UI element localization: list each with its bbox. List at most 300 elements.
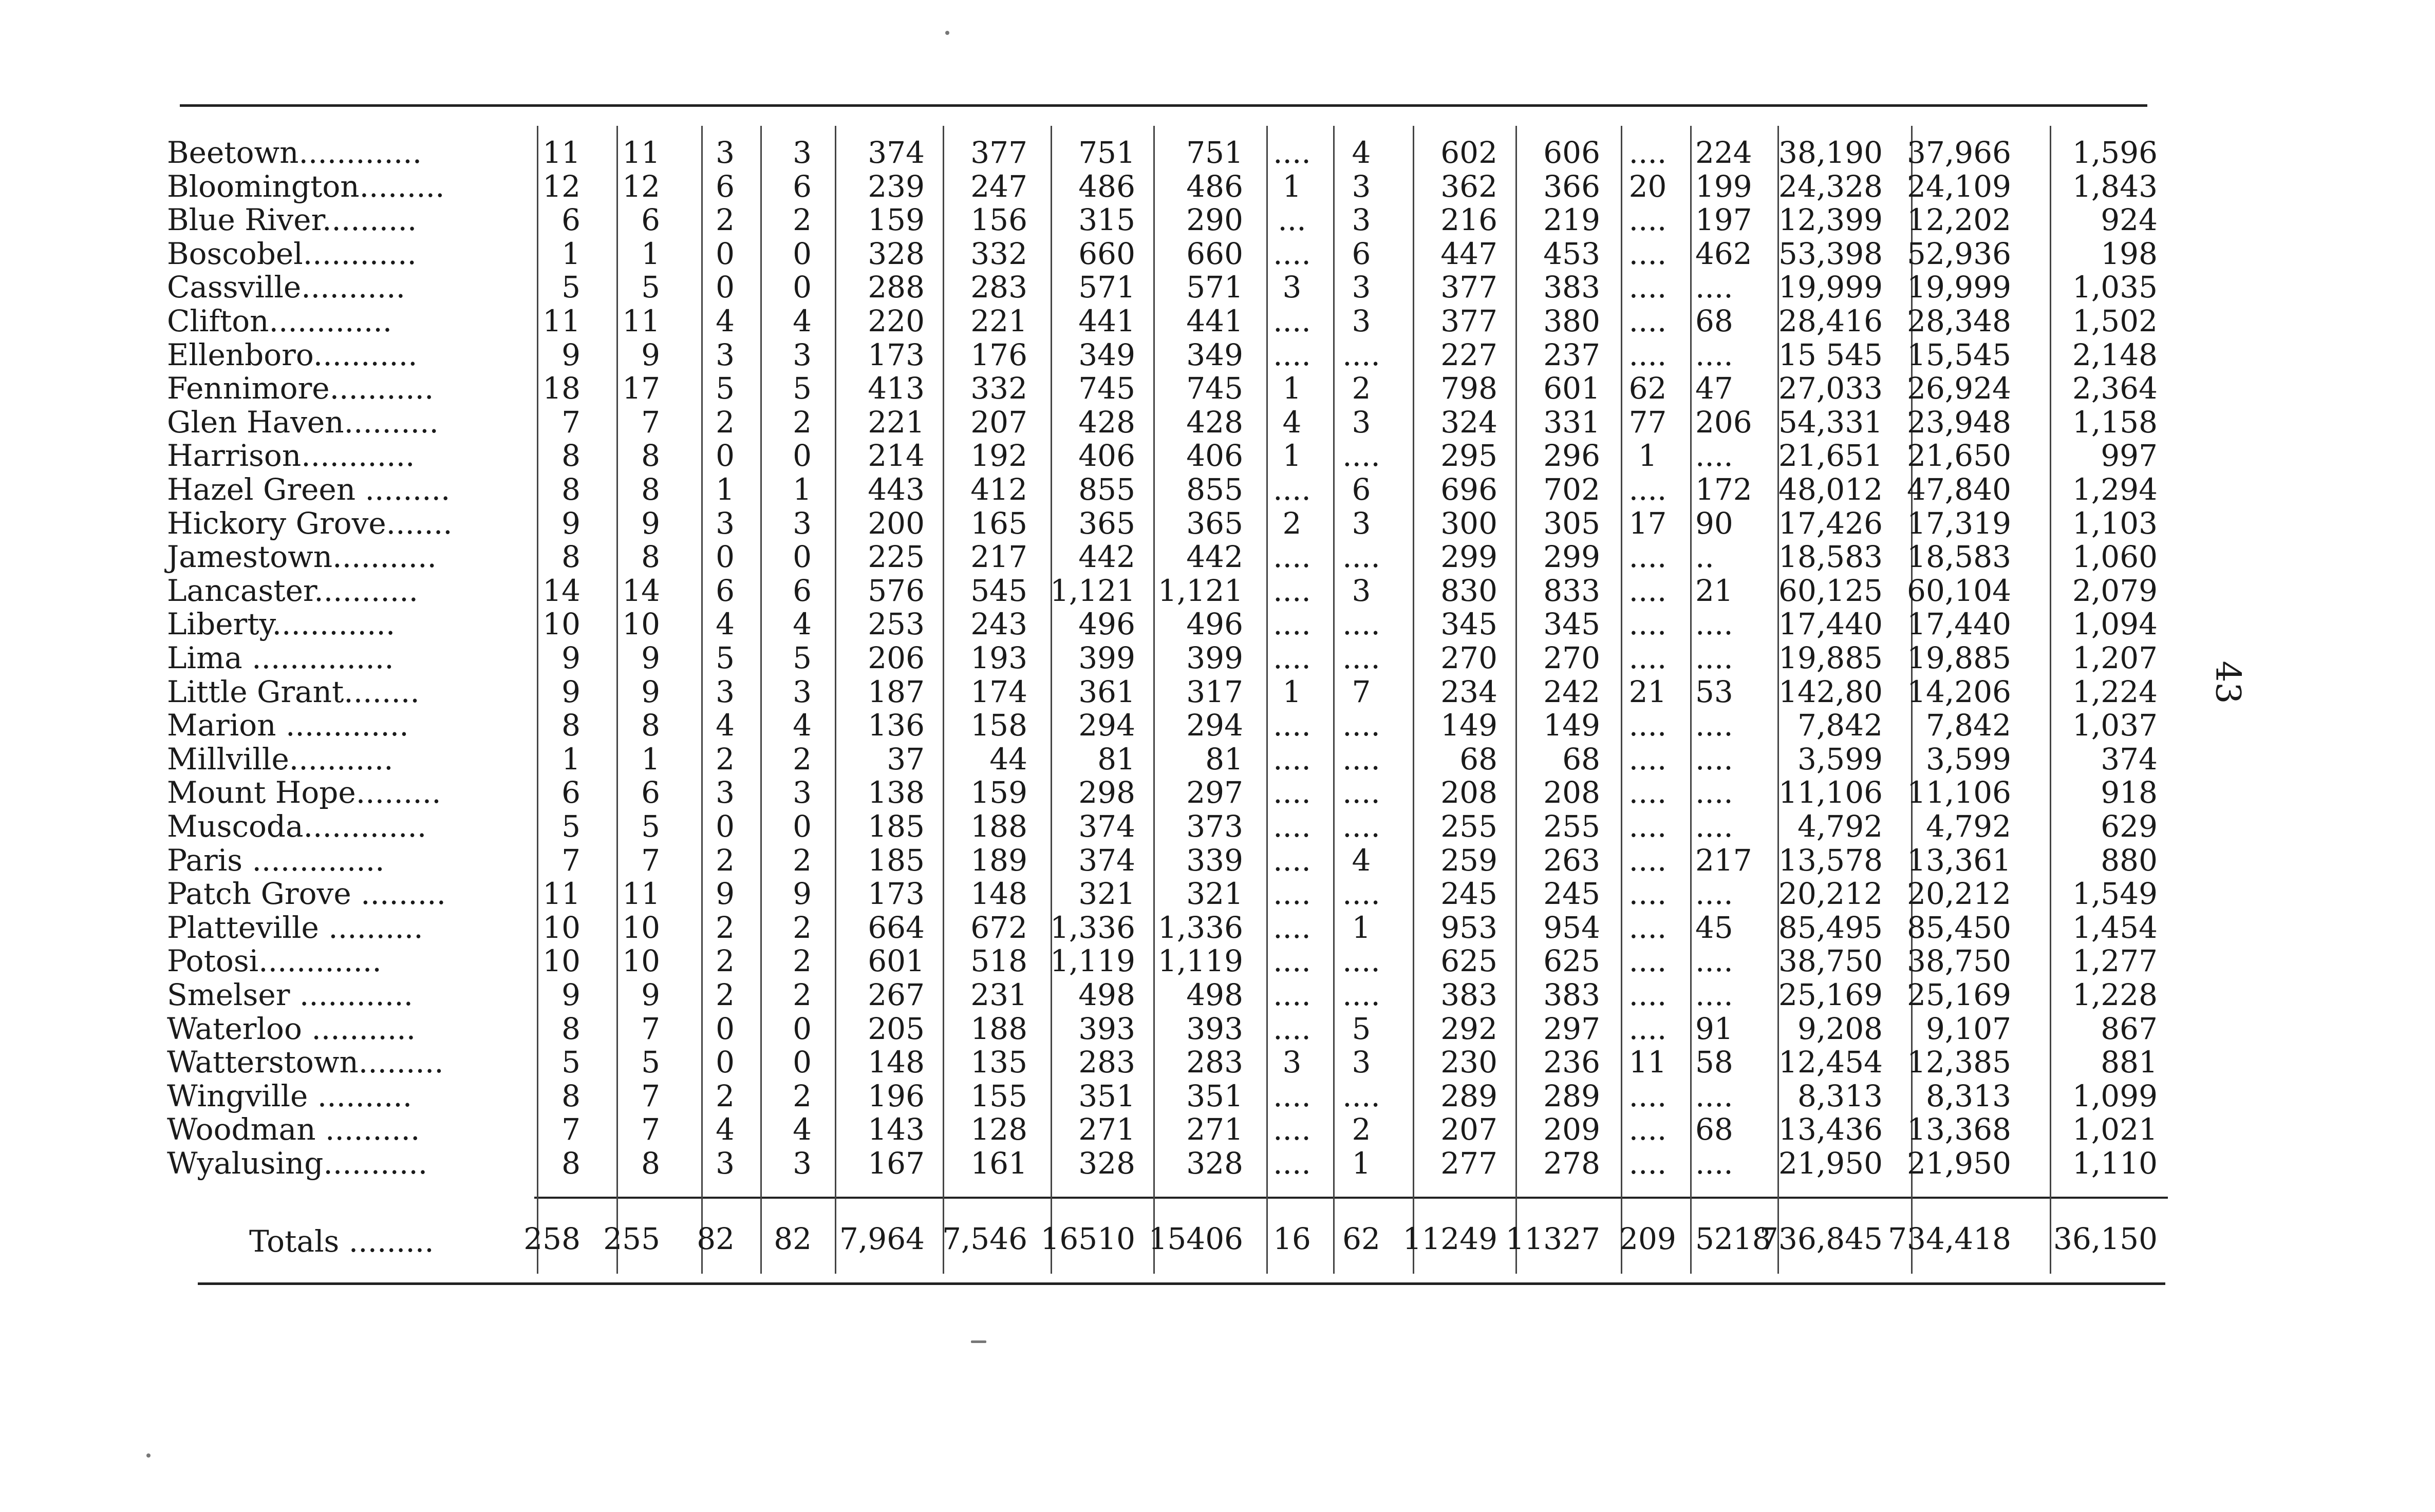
row-label: Millville........... <box>167 742 394 777</box>
table-cell: 8 <box>641 472 660 507</box>
table-cell: 81 <box>1205 742 1243 777</box>
table-cell: 221 <box>868 405 925 440</box>
table-cell: 199 <box>1695 169 1752 204</box>
table-cell: 62 <box>1628 371 1667 406</box>
table-cell: 48,012 <box>1778 472 1883 507</box>
table-cell: 19,999 <box>1907 270 2011 305</box>
table-cell: 237 <box>1543 337 1600 372</box>
table-cell: 135 <box>970 1045 1027 1080</box>
table-cell: 1,843 <box>2072 169 2158 204</box>
row-label: Platteville .......... <box>167 910 423 945</box>
table-cell: 20,212 <box>1907 876 2011 911</box>
table-cell: .... <box>1695 977 1733 1012</box>
table-cell: .... <box>1273 640 1311 675</box>
table-cell: 2 <box>716 405 735 440</box>
table-cell: ... <box>1278 202 1306 237</box>
table-cell: 8,313 <box>1925 1079 2011 1113</box>
table-cell: 5 <box>1352 1011 1371 1046</box>
table-cell: 259 <box>1440 843 1497 878</box>
table-cell: 0 <box>793 1045 812 1080</box>
table-cell: 278 <box>1543 1146 1600 1181</box>
table-cell: 1 <box>1352 1146 1371 1181</box>
table-cell: .... <box>1695 1079 1733 1113</box>
table-cell: 9,208 <box>1797 1011 1883 1046</box>
table-cell: 373 <box>1186 809 1243 844</box>
table-cell: 149 <box>1440 708 1497 743</box>
table-cell: 601 <box>1543 371 1600 406</box>
table-cell: .... <box>1273 1011 1311 1046</box>
table-cell: 8 <box>561 1079 580 1113</box>
table-cell: 745 <box>1078 371 1135 406</box>
table-cell: 606 <box>1543 135 1600 170</box>
table-cell: 9 <box>641 506 660 541</box>
table-cell: 7,964 <box>839 1221 925 1256</box>
table-cell: 3 <box>793 1146 812 1181</box>
table-cell: 225 <box>868 539 925 574</box>
table-cell: .... <box>1273 337 1311 372</box>
table-cell: 28,416 <box>1778 304 1883 338</box>
table-cell: 447 <box>1440 236 1497 271</box>
table-cell: 3 <box>716 506 735 541</box>
table-cell: 6 <box>1352 472 1371 507</box>
table-cell: 21,651 <box>1778 438 1883 473</box>
table-cell: 0 <box>793 270 812 305</box>
table-cell: 54,331 <box>1778 405 1883 440</box>
table-cell: 8 <box>561 472 580 507</box>
table-cell: 255 <box>1440 809 1497 844</box>
paper-speck <box>146 1453 151 1458</box>
table-cell: .... <box>1342 640 1380 675</box>
table-cell: 324 <box>1440 405 1497 440</box>
table-cell: 315 <box>1078 202 1135 237</box>
table-cell: 23,948 <box>1907 405 2011 440</box>
table-cell: 954 <box>1543 910 1600 945</box>
table-cell: .... <box>1342 1079 1380 1113</box>
table-cell: .... <box>1273 943 1311 978</box>
row-label: Boscobel............ <box>167 236 417 271</box>
table-cell: .... <box>1273 742 1311 777</box>
table-cell: 3,599 <box>1797 742 1883 777</box>
table-cell: 27,033 <box>1778 371 1883 406</box>
table-cell: 9,107 <box>1925 1011 2011 1046</box>
table-cell: 1 <box>1282 371 1302 406</box>
table-cell: 8,313 <box>1797 1079 1883 1113</box>
table-cell: 243 <box>970 607 1027 641</box>
table-cell: .... <box>1695 775 1733 810</box>
row-label: Glen Haven.......... <box>167 405 439 440</box>
table-cell: 17,319 <box>1907 506 2011 541</box>
table-cell: 60,125 <box>1778 573 1883 608</box>
table-cell: 9 <box>641 674 660 709</box>
table-cell: .... <box>1342 607 1380 641</box>
table-cell: 227 <box>1440 337 1497 372</box>
table-cell: .... <box>1695 640 1733 675</box>
table-cell: .... <box>1628 270 1667 305</box>
table-cell: 221 <box>970 304 1027 338</box>
table-cell: 21,950 <box>1778 1146 1883 1181</box>
table-cell: 290 <box>1186 202 1243 237</box>
table-cell: 406 <box>1078 438 1135 473</box>
table-cell: .... <box>1628 1112 1667 1147</box>
table-cell: 299 <box>1440 539 1497 574</box>
table-cell: 15406 <box>1148 1221 1243 1256</box>
table-cell: 0 <box>793 1011 812 1046</box>
table-cell: 28,348 <box>1907 304 2011 338</box>
table-cell: 6 <box>793 573 812 608</box>
table-cell: 374 <box>1078 809 1135 844</box>
table-cell: 209 <box>1619 1221 1676 1256</box>
table-cell: 751 <box>1186 135 1243 170</box>
table-cell: .... <box>1695 876 1733 911</box>
table-cell: 413 <box>868 371 925 406</box>
table-cell: 3 <box>793 135 812 170</box>
table-cell: 156 <box>970 202 1027 237</box>
table-cell: 5 <box>716 640 735 675</box>
table-cell: 21 <box>1628 674 1667 709</box>
table-cell: .... <box>1342 977 1380 1012</box>
table-cell: 0 <box>716 270 735 305</box>
table-cell: 1,277 <box>2072 943 2158 978</box>
table-cell: 1,158 <box>2072 405 2158 440</box>
table-cell: 328 <box>1078 1146 1135 1181</box>
table-cell: .... <box>1273 775 1311 810</box>
row-label: Mount Hope......... <box>167 775 441 810</box>
table-cell: .... <box>1273 708 1311 743</box>
table-cell: 571 <box>1078 270 1135 305</box>
row-label: Bloomington......... <box>167 169 445 204</box>
table-cell: .... <box>1695 809 1733 844</box>
table-cell: 1 <box>716 472 735 507</box>
table-cell: 149 <box>1543 708 1600 743</box>
table-cell: 6 <box>641 775 660 810</box>
table-cell: 10 <box>622 910 660 945</box>
table-cell: .... <box>1628 135 1667 170</box>
table-cell: 14 <box>622 573 660 608</box>
table-cell: 2 <box>793 977 812 1012</box>
table-cell: 8 <box>641 1146 660 1181</box>
paper-speck <box>945 31 949 35</box>
table-cell: 6 <box>641 202 660 237</box>
table-cell: .... <box>1695 337 1733 372</box>
table-cell: 142,80 <box>1778 674 1883 709</box>
table-cell: 328 <box>868 236 925 271</box>
table-cell: 305 <box>1543 506 1600 541</box>
column-rule <box>1413 126 1414 1274</box>
table-cell: .... <box>1273 843 1311 878</box>
table-cell: 3 <box>793 674 812 709</box>
table-cell: 2 <box>716 977 735 1012</box>
table-cell: 14,206 <box>1907 674 2011 709</box>
table-cell: 1,549 <box>2072 876 2158 911</box>
table-cell: 267 <box>868 977 925 1012</box>
table-cell: 2 <box>793 1079 812 1113</box>
table-cell: .... <box>1628 876 1667 911</box>
table-cell: 68 <box>1695 1112 1733 1147</box>
table-cell: 366 <box>1543 169 1600 204</box>
table-cell: 486 <box>1078 169 1135 204</box>
column-rule <box>835 126 836 1274</box>
table-cell: 68 <box>1562 742 1600 777</box>
row-label: Waterloo ........... <box>167 1011 416 1046</box>
table-cell: 8 <box>561 438 580 473</box>
table-cell: 271 <box>1078 1112 1135 1147</box>
table-cell: 11,106 <box>1778 775 1883 810</box>
table-cell: 47 <box>1695 371 1733 406</box>
table-cell: 188 <box>970 809 1027 844</box>
table-cell: 3 <box>1352 506 1371 541</box>
table-cell: 625 <box>1543 943 1600 978</box>
table-cell: 453 <box>1543 236 1600 271</box>
table-cell: 601 <box>868 943 925 978</box>
table-cell: .... <box>1273 809 1311 844</box>
row-label: Wyalusing........... <box>167 1146 428 1181</box>
row-label: Little Grant........ <box>167 674 420 709</box>
row-label: Marion ............. <box>167 708 409 743</box>
table-cell: 3,599 <box>1925 742 2011 777</box>
table-cell: 2 <box>793 405 812 440</box>
table-cell: 3 <box>716 337 735 372</box>
table-cell: 19,999 <box>1778 270 1883 305</box>
table-cell: 11 <box>542 135 580 170</box>
table-cell: 17 <box>1628 506 1667 541</box>
column-rule <box>537 126 538 1274</box>
table-cell: 3 <box>1352 270 1371 305</box>
row-label: Lancaster........... <box>167 573 419 608</box>
row-label: Patch Grove ......... <box>167 876 446 911</box>
table-cell: 798 <box>1440 371 1497 406</box>
column-rule <box>1515 126 1517 1274</box>
table-cell: 2,079 <box>2072 573 2158 608</box>
table-cell: 2 <box>716 742 735 777</box>
table-cell: 283 <box>1078 1045 1135 1080</box>
table-cell: 19,885 <box>1907 640 2011 675</box>
table-cell: 299 <box>1543 539 1600 574</box>
row-label: Smelser ............ <box>167 977 414 1012</box>
table-cell: 8 <box>561 708 580 743</box>
table-cell: 399 <box>1078 640 1135 675</box>
table-cell: 377 <box>970 135 1027 170</box>
table-cell: 255 <box>603 1221 660 1256</box>
table-cell: 545 <box>970 573 1027 608</box>
table-cell: 0 <box>716 539 735 574</box>
table-cell: 187 <box>868 674 925 709</box>
table-cell: 2,148 <box>2072 337 2158 372</box>
table-cell: 1 <box>1352 910 1371 945</box>
table-cell: 245 <box>1543 876 1600 911</box>
table-cell: 374 <box>2101 742 2158 777</box>
table-cell: 1,121 <box>1050 573 1135 608</box>
table-cell: 217 <box>1695 843 1752 878</box>
table-cell: 321 <box>1078 876 1135 911</box>
table-cell: 217 <box>970 539 1027 574</box>
table-cell: .... <box>1628 943 1667 978</box>
table-cell: 253 <box>868 607 925 641</box>
table-cell: 173 <box>868 876 925 911</box>
table-cell: .... <box>1342 742 1380 777</box>
table-cell: 53,398 <box>1778 236 1883 271</box>
table-cell: 45 <box>1695 910 1733 945</box>
table-cell: 383 <box>1543 977 1600 1012</box>
table-cell: 289 <box>1543 1079 1600 1113</box>
table-cell: 9 <box>561 977 580 1012</box>
table-cell: 270 <box>1543 640 1600 675</box>
row-label: Woodman .......... <box>167 1112 420 1147</box>
row-label: Clifton............. <box>167 304 392 338</box>
table-cell: 3 <box>1352 573 1371 608</box>
table-cell: 6 <box>1352 236 1371 271</box>
table-cell: .... <box>1273 977 1311 1012</box>
table-cell: 18 <box>542 371 580 406</box>
table-cell: .... <box>1273 573 1311 608</box>
table-cell: 270 <box>1440 640 1497 675</box>
table-cell: 332 <box>970 371 1027 406</box>
table-cell: 208 <box>1543 775 1600 810</box>
table-cell: 192 <box>970 438 1027 473</box>
table-cell: 10 <box>622 943 660 978</box>
table-cell: 10 <box>622 607 660 641</box>
table-cell: 7 <box>561 1112 580 1147</box>
table-cell: 11 <box>1628 1045 1667 1080</box>
table-cell: 60,104 <box>1907 573 2011 608</box>
table-cell: 498 <box>1186 977 1243 1012</box>
table-cell: .... <box>1273 135 1311 170</box>
table-cell: .... <box>1628 337 1667 372</box>
table-cell: 3 <box>716 135 735 170</box>
table-cell: 10 <box>542 943 580 978</box>
table-cell: 6 <box>561 202 580 237</box>
table-cell: 496 <box>1078 607 1135 641</box>
column-rule <box>2050 126 2051 1274</box>
table-cell: 173 <box>868 337 925 372</box>
table-cell: 294 <box>1186 708 1243 743</box>
table-cell: 52,936 <box>1907 236 2011 271</box>
table-cell: 1,228 <box>2072 977 2158 1012</box>
table-cell: 193 <box>970 640 1027 675</box>
table-cell: 7 <box>1352 674 1371 709</box>
table-cell: 12,385 <box>1907 1045 2011 1080</box>
table-cell: 258 <box>523 1221 580 1256</box>
table-cell: 2 <box>716 910 735 945</box>
table-cell: 68 <box>1459 742 1497 777</box>
table-cell: 230 <box>1440 1045 1497 1080</box>
table-cell: 17,440 <box>1778 607 1883 641</box>
table-cell: .... <box>1695 742 1733 777</box>
table-cell: .... <box>1628 1146 1667 1181</box>
table-cell: 16510 <box>1040 1221 1135 1256</box>
table-cell: 242 <box>1543 674 1600 709</box>
table-cell: 13,578 <box>1778 843 1883 878</box>
table-cell: 361 <box>1078 674 1135 709</box>
table-cell: 377 <box>1440 270 1497 305</box>
column-rule <box>1051 126 1052 1274</box>
table-cell: .... <box>1628 910 1667 945</box>
table-cell: 214 <box>868 438 925 473</box>
table-cell: 77 <box>1628 405 1667 440</box>
table-cell: 9 <box>561 640 580 675</box>
table-cell: .... <box>1695 607 1733 641</box>
table-cell: 1,224 <box>2072 674 2158 709</box>
table-cell: 0 <box>716 236 735 271</box>
table-cell: 17,440 <box>1907 607 2011 641</box>
table-cell: 3 <box>1352 202 1371 237</box>
table-cell: 1,294 <box>2072 472 2158 507</box>
table-cell: 1,207 <box>2072 640 2158 675</box>
table-cell: 1,021 <box>2072 1112 2158 1147</box>
table-cell: 15 545 <box>1778 337 1883 372</box>
table-cell: 236 <box>1543 1045 1600 1080</box>
table-cell: .... <box>1273 539 1311 574</box>
table-cell: 7 <box>561 843 580 878</box>
table-cell: 143 <box>868 1112 925 1147</box>
table-cell: 8 <box>561 1011 580 1046</box>
table-cell: 18,583 <box>1907 539 2011 574</box>
table-cell: .... <box>1628 1011 1667 1046</box>
table-cell: 283 <box>1186 1045 1243 1080</box>
table-cell: 295 <box>1440 438 1497 473</box>
table-cell: 1,103 <box>2072 506 2158 541</box>
table-cell: 321 <box>1186 876 1243 911</box>
table-cell: 518 <box>970 943 1027 978</box>
table-cell: 918 <box>2101 775 2158 810</box>
table-cell: 339 <box>1186 843 1243 878</box>
table-cell: 11 <box>622 304 660 338</box>
table-cell: 5 <box>793 640 812 675</box>
table-cell: 207 <box>970 405 1027 440</box>
table-cell: 1 <box>561 742 580 777</box>
table-cell: 7,546 <box>942 1221 1027 1256</box>
table-cell: .... <box>1342 775 1380 810</box>
table-cell: 234 <box>1440 674 1497 709</box>
table-cell: 3 <box>1352 405 1371 440</box>
table-cell: .... <box>1628 304 1667 338</box>
row-label: Harrison............ <box>167 438 415 473</box>
table-cell: 205 <box>868 1011 925 1046</box>
table-cell: 300 <box>1440 506 1497 541</box>
table-cell: 185 <box>868 843 925 878</box>
table-cell: 702 <box>1543 472 1600 507</box>
table-cell: 0 <box>793 236 812 271</box>
table-cell: .... <box>1342 876 1380 911</box>
table-cell: 206 <box>868 640 925 675</box>
table-cell: 17,426 <box>1778 506 1883 541</box>
table-cell: 37 <box>887 742 925 777</box>
table-cell: 21,650 <box>1907 438 2011 473</box>
table-cell: 296 <box>1543 438 1600 473</box>
table-cell: 136 <box>868 708 925 743</box>
table-cell: 881 <box>2101 1045 2158 1080</box>
table-cell: 6 <box>793 169 812 204</box>
table-cell: 5 <box>641 809 660 844</box>
table-cell: 197 <box>1695 202 1752 237</box>
table-cell: .... <box>1342 943 1380 978</box>
table-cell: 7 <box>641 1011 660 1046</box>
table-cell: 198 <box>2101 236 2158 271</box>
table-cell: .... <box>1342 539 1380 574</box>
table-cell: 0 <box>716 438 735 473</box>
table-cell: 4 <box>1352 843 1371 878</box>
table-cell: 3 <box>716 775 735 810</box>
table-cell: 365 <box>1078 506 1135 541</box>
table-cell: 38,750 <box>1778 943 1883 978</box>
table-cell: 351 <box>1186 1079 1243 1113</box>
page-number: 43 <box>2208 660 2248 704</box>
table-cell: 12,454 <box>1778 1045 1883 1080</box>
table-cell: 745 <box>1186 371 1243 406</box>
table-cell: .... <box>1628 236 1667 271</box>
table-cell: 1,119 <box>1157 943 1243 978</box>
table-cell: 441 <box>1186 304 1243 338</box>
table-cell: 2 <box>793 843 812 878</box>
